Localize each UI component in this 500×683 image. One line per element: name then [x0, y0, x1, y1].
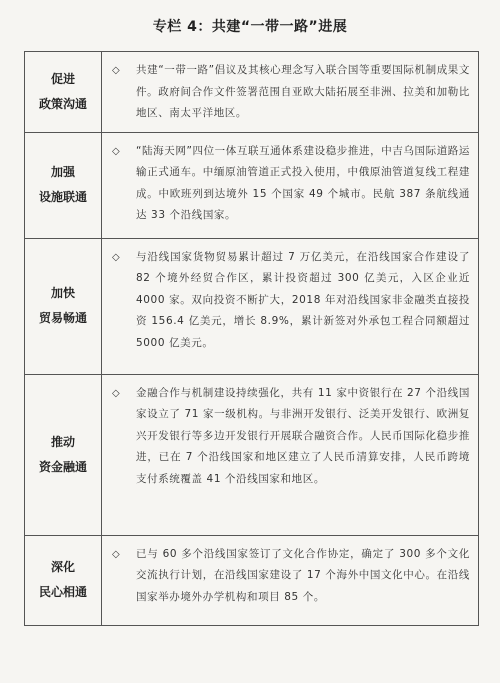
row-label-line: 促进	[50, 71, 75, 86]
row-label-trade	[25, 238, 102, 374]
row-label-infrastructure	[25, 132, 102, 238]
diamond-bullet-icon: ◇	[112, 65, 121, 76]
row-label-policy	[25, 52, 102, 133]
row-label-line: 贸易畅通	[38, 311, 87, 325]
table-row	[25, 238, 479, 374]
row-label-line: 深化	[50, 560, 75, 574]
row-text: 已与 60 多个沿线国家签订了文化合作协定，确定了 300 多个文化交流执行计划，在沿线国家建设了 17 个海外中国文化中心。在沿线国家举办境外办学机构和项目 85 个。	[136, 547, 470, 603]
row-label-line: 设施联通	[38, 190, 87, 204]
row-label-line: 资金融通	[38, 459, 87, 474]
row-content-infrastructure	[102, 132, 479, 238]
row-label-line: 政策沟通	[38, 96, 87, 111]
row-text: 共建“一带一路”倡议及其核心理念写入联合国等重要国际机制成果文件。政府间合作文件签署范围自亚欧大陆拓展至非洲、拉美和加勒比地区、南太平洋地区。	[136, 64, 470, 119]
diamond-bullet-icon: ◇	[112, 387, 121, 399]
table-row	[25, 535, 479, 625]
row-label-line: 民心相通	[38, 585, 87, 599]
row-text: 金融合作与机制建设持续强化，共有 11 家中资银行在 27 个沿线国家设立了 71 家一级机构。与非洲开发银行、泛美开发银行、欧洲复兴开发银行等多边开发银行开展联合融资合作。人民币国际化稳步推进，已在 7 个沿线国家和地区建立了人民币清算安排，人民币跨境支付系统覆盖 41 个沿线国家和地区。	[136, 386, 470, 485]
diamond-bullet-icon: ◇	[112, 548, 121, 560]
row-label-people	[25, 535, 102, 625]
table-row	[25, 52, 479, 133]
table-row	[25, 374, 479, 535]
progress-table	[24, 51, 479, 626]
row-label-line: 加强	[50, 165, 75, 179]
row-content-trade	[102, 238, 479, 374]
row-text: 与沿线国家货物贸易累计超过 7 万亿美元，在沿线国家合作建设了 82 个境外经贸合作区，累计投资超过 300 亿美元，入区企业近 4000 家。双向投资不断扩大，2018 年对沿线国家非金融类直接投资 156.4 亿美元，增长 8.9%，累计新签对外承包工程合同额超过 5000 亿美元。	[136, 250, 470, 349]
diamond-bullet-icon: ◇	[112, 251, 121, 263]
row-label-finance	[25, 374, 102, 535]
row-label-line: 加快	[50, 286, 75, 300]
row-content-policy	[102, 52, 479, 133]
column-title: 专栏 4：共建“一带一路”进展	[152, 19, 348, 35]
row-text: “陆海天网”四位一体互联互通体系建设稳步推进，中吉乌国际道路运输正式通车。中缅原油管道正式投入使用，中俄原油管道复线工程建成。中欧班列到达境外 15 个国家 49 个城市。民航 387 条航线通达 33 个沿线国家。	[136, 144, 470, 221]
diamond-bullet-icon: ◇	[112, 145, 121, 157]
row-content-finance	[102, 374, 479, 535]
row-content-people	[102, 535, 479, 625]
row-label-line: 推动	[50, 434, 75, 449]
table-row	[25, 132, 479, 238]
